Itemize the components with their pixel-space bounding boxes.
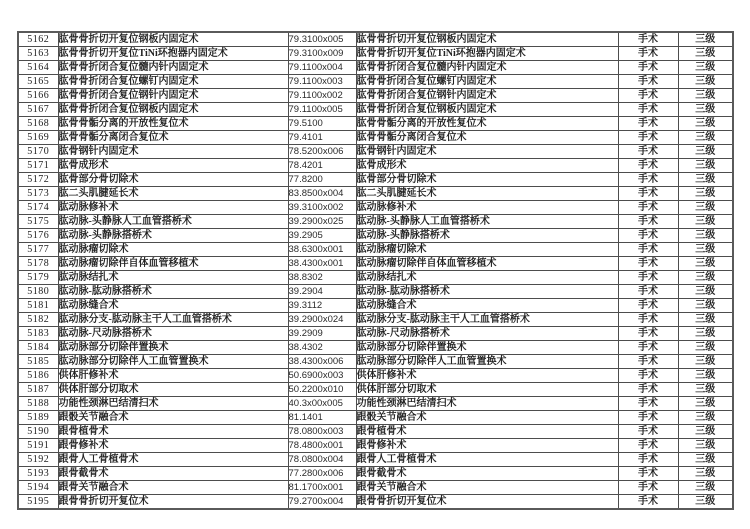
- cell-row-number: 5162: [18, 32, 58, 47]
- cell-grade: 三级: [678, 61, 733, 75]
- cell-row-number: 5192: [18, 453, 58, 467]
- cell-procedure-name: 肱骨钢针内固定术: [58, 145, 288, 159]
- cell-category: 手术: [618, 439, 678, 453]
- cell-procedure-name: 肱骨骨骺分离闭合复位术: [58, 131, 288, 145]
- table-body: [18, 32, 733, 509]
- table-row: [18, 131, 733, 145]
- cell-procedure-name: 跟骨截骨术: [58, 467, 288, 481]
- cell-grade: 三级: [678, 173, 733, 187]
- table-row: [18, 467, 733, 481]
- cell-procedure-name: 肱动脉-尺动脉搭桥术: [58, 327, 288, 341]
- cell-category: 手术: [618, 117, 678, 131]
- cell-procedure-name: 肱骨骨折切开复位钢板内固定术: [58, 32, 288, 47]
- cell-procedure-code: 38.8302: [288, 271, 356, 285]
- cell-procedure-name-repeat: 跟骨植骨术: [356, 425, 618, 439]
- cell-grade: 三级: [678, 383, 733, 397]
- cell-procedure-name: 跟骨关节融合术: [58, 481, 288, 495]
- cell-procedure-name-repeat: 功能性颈淋巴结清扫术: [356, 397, 618, 411]
- cell-grade: 三级: [678, 481, 733, 495]
- cell-row-number: 5184: [18, 341, 58, 355]
- cell-category: 手术: [618, 243, 678, 257]
- cell-grade: 三级: [678, 215, 733, 229]
- cell-grade: 三级: [678, 229, 733, 243]
- cell-category: 手术: [618, 453, 678, 467]
- table-row: [18, 201, 733, 215]
- cell-row-number: 5179: [18, 271, 58, 285]
- table-row: [18, 355, 733, 369]
- cell-row-number: 5170: [18, 145, 58, 159]
- cell-category: 手术: [618, 411, 678, 425]
- cell-procedure-code: 38.4300x006: [288, 355, 356, 369]
- cell-procedure-name-repeat: 肱动脉瘤切除术: [356, 243, 618, 257]
- cell-category: 手术: [618, 355, 678, 369]
- table-row: [18, 453, 733, 467]
- cell-grade: 三级: [678, 257, 733, 271]
- cell-procedure-code: 78.0800x004: [288, 453, 356, 467]
- cell-category: 手术: [618, 481, 678, 495]
- cell-procedure-name-repeat: 肱骨骨折闭合复位髓内针内固定术: [356, 61, 618, 75]
- cell-procedure-code: 78.4800x001: [288, 439, 356, 453]
- cell-row-number: 5171: [18, 159, 58, 173]
- cell-procedure-code: 79.1100x005: [288, 103, 356, 117]
- cell-procedure-name-repeat: 肱动脉-头静脉搭桥术: [356, 229, 618, 243]
- cell-procedure-code: 78.0800x003: [288, 425, 356, 439]
- table-row: [18, 313, 733, 327]
- cell-procedure-name: 肱骨骨折闭合复位髓内针内固定术: [58, 61, 288, 75]
- cell-grade: 三级: [678, 117, 733, 131]
- cell-procedure-name-repeat: 肱骨骨骺分离的开放性复位术: [356, 117, 618, 131]
- cell-procedure-name: 肱骨成形术: [58, 159, 288, 173]
- cell-procedure-code: 38.6300x001: [288, 243, 356, 257]
- cell-procedure-name-repeat: 肱骨部分骨切除术: [356, 173, 618, 187]
- cell-procedure-code: 83.8500x004: [288, 187, 356, 201]
- cell-procedure-name-repeat: 肱动脉分支-肱动脉主干人工血管搭桥术: [356, 313, 618, 327]
- cell-category: 手术: [618, 32, 678, 47]
- cell-procedure-name-repeat: 肱动脉缝合术: [356, 299, 618, 313]
- cell-row-number: 5163: [18, 47, 58, 61]
- cell-procedure-name-repeat: 肱动脉修补术: [356, 201, 618, 215]
- cell-procedure-code: 77.2800x006: [288, 467, 356, 481]
- cell-grade: 三级: [678, 327, 733, 341]
- cell-row-number: 5165: [18, 75, 58, 89]
- cell-row-number: 5175: [18, 215, 58, 229]
- cell-row-number: 5190: [18, 425, 58, 439]
- cell-procedure-code: 38.4300x001: [288, 257, 356, 271]
- cell-row-number: 5189: [18, 411, 58, 425]
- cell-procedure-code: 79.1100x004: [288, 61, 356, 75]
- cell-procedure-name: 肱动脉-肱动脉搭桥术: [58, 285, 288, 299]
- cell-procedure-name-repeat: 肱骨骨折闭合复位螺钉内固定术: [356, 75, 618, 89]
- cell-procedure-code: 79.1100x003: [288, 75, 356, 89]
- table-row: [18, 32, 733, 47]
- cell-procedure-name: 肱骨骨折闭合复位螺钉内固定术: [58, 75, 288, 89]
- cell-procedure-code: 77.8200: [288, 173, 356, 187]
- cell-procedure-name: 肱动脉部分切除伴人工血管置换术: [58, 355, 288, 369]
- cell-category: 手术: [618, 285, 678, 299]
- cell-row-number: 5183: [18, 327, 58, 341]
- cell-procedure-name-repeat: 肱动脉部分切除伴置换术: [356, 341, 618, 355]
- cell-procedure-code: 79.5100: [288, 117, 356, 131]
- cell-procedure-code: 79.4101: [288, 131, 356, 145]
- cell-category: 手术: [618, 467, 678, 481]
- cell-procedure-name-repeat: 肱骨骨折切开复位钢板内固定术: [356, 32, 618, 47]
- table-row: [18, 103, 733, 117]
- cell-procedure-name: 跟骨人工骨植骨术: [58, 453, 288, 467]
- table-row: [18, 327, 733, 341]
- cell-procedure-code: 39.3112: [288, 299, 356, 313]
- cell-procedure-name-repeat: 跟骨人工骨植骨术: [356, 453, 618, 467]
- cell-procedure-name-repeat: 肱骨骨折闭合复位钢针内固定术: [356, 89, 618, 103]
- cell-grade: 三级: [678, 145, 733, 159]
- cell-row-number: 5191: [18, 439, 58, 453]
- cell-procedure-name: 肱动脉-头静脉搭桥术: [58, 229, 288, 243]
- cell-row-number: 5180: [18, 285, 58, 299]
- cell-category: 手术: [618, 397, 678, 411]
- cell-procedure-name-repeat: 跟骨截骨术: [356, 467, 618, 481]
- table-row: [18, 439, 733, 453]
- table-row: [18, 117, 733, 131]
- cell-grade: 三级: [678, 89, 733, 103]
- cell-procedure-name-repeat: 肱动脉部分切除伴人工血管置换术: [356, 355, 618, 369]
- cell-procedure-name: 肱骨部分骨切除术: [58, 173, 288, 187]
- cell-category: 手术: [618, 89, 678, 103]
- table-row: [18, 369, 733, 383]
- cell-procedure-name-repeat: 跟骨骨折切开复位术: [356, 495, 618, 510]
- cell-procedure-code: 39.2904: [288, 285, 356, 299]
- cell-row-number: 5176: [18, 229, 58, 243]
- cell-row-number: 5169: [18, 131, 58, 145]
- cell-grade: 三级: [678, 103, 733, 117]
- cell-grade: 三级: [678, 201, 733, 215]
- cell-procedure-name-repeat: 跟骰关节融合术: [356, 411, 618, 425]
- cell-procedure-name: 跟骨骨折切开复位术: [58, 495, 288, 510]
- cell-procedure-name: 跟骨修补术: [58, 439, 288, 453]
- cell-category: 手术: [618, 383, 678, 397]
- cell-grade: 三级: [678, 285, 733, 299]
- cell-category: 手术: [618, 201, 678, 215]
- table-row: [18, 411, 733, 425]
- cell-category: 手术: [618, 47, 678, 61]
- cell-procedure-name: 肱骨骨折切开复位TiNi环抱器内固定术: [58, 47, 288, 61]
- cell-row-number: 5187: [18, 383, 58, 397]
- cell-grade: 三级: [678, 397, 733, 411]
- cell-procedure-code: 78.4201: [288, 159, 356, 173]
- table-row: [18, 75, 733, 89]
- table-row: [18, 145, 733, 159]
- cell-procedure-code: 50.2200x010: [288, 383, 356, 397]
- cell-grade: 三级: [678, 243, 733, 257]
- cell-procedure-name: 跟骰关节融合术: [58, 411, 288, 425]
- table-row: [18, 397, 733, 411]
- cell-procedure-name: 跟骨植骨术: [58, 425, 288, 439]
- table-row: [18, 173, 733, 187]
- table-row: [18, 285, 733, 299]
- cell-category: 手术: [618, 61, 678, 75]
- cell-procedure-name-repeat: 肱动脉-头静脉人工血管搭桥术: [356, 215, 618, 229]
- cell-procedure-name: 肱动脉瘤切除术: [58, 243, 288, 257]
- cell-procedure-code: 79.2700x004: [288, 495, 356, 510]
- cell-row-number: 5182: [18, 313, 58, 327]
- cell-grade: 三级: [678, 495, 733, 510]
- table-row: [18, 481, 733, 495]
- cell-row-number: 5164: [18, 61, 58, 75]
- cell-procedure-code: 40.3x00x005: [288, 397, 356, 411]
- cell-procedure-name: 供体肝部分切取术: [58, 383, 288, 397]
- table-row: [18, 425, 733, 439]
- table-row: [18, 215, 733, 229]
- table-row: [18, 299, 733, 313]
- table-row: [18, 341, 733, 355]
- cell-procedure-name-repeat: 肱骨骨骺分离闭合复位术: [356, 131, 618, 145]
- table-row: [18, 47, 733, 61]
- cell-procedure-code: 81.1700x001: [288, 481, 356, 495]
- cell-procedure-name: 肱骨骨折闭合复位钢板内固定术: [58, 103, 288, 117]
- cell-row-number: 5194: [18, 481, 58, 495]
- cell-procedure-name-repeat: 肱骨钢针内固定术: [356, 145, 618, 159]
- cell-row-number: 5193: [18, 467, 58, 481]
- cell-grade: 三级: [678, 467, 733, 481]
- cell-category: 手术: [618, 229, 678, 243]
- cell-category: 手术: [618, 145, 678, 159]
- cell-procedure-code: 50.6900x003: [288, 369, 356, 383]
- cell-procedure-name-repeat: 肱骨骨折切开复位TiNi环抱器内固定术: [356, 47, 618, 61]
- table-row: [18, 495, 733, 510]
- table-row: [18, 159, 733, 173]
- cell-category: 手术: [618, 215, 678, 229]
- cell-category: 手术: [618, 173, 678, 187]
- cell-procedure-name: 肱骨骨骺分离的开放性复位术: [58, 117, 288, 131]
- cell-grade: 三级: [678, 439, 733, 453]
- cell-procedure-name: 功能性颈淋巴结清扫术: [58, 397, 288, 411]
- cell-category: 手术: [618, 75, 678, 89]
- cell-category: 手术: [618, 299, 678, 313]
- cell-grade: 三级: [678, 75, 733, 89]
- cell-row-number: 5174: [18, 201, 58, 215]
- cell-grade: 三级: [678, 299, 733, 313]
- cell-row-number: 5178: [18, 257, 58, 271]
- cell-category: 手术: [618, 271, 678, 285]
- cell-procedure-name-repeat: 肱骨成形术: [356, 159, 618, 173]
- cell-procedure-code: 79.3100x009: [288, 47, 356, 61]
- cell-procedure-name: 肱骨骨折闭合复位钢针内固定术: [58, 89, 288, 103]
- cell-grade: 三级: [678, 341, 733, 355]
- cell-procedure-code: 39.3100x002: [288, 201, 356, 215]
- cell-procedure-name: 供体肝修补术: [58, 369, 288, 383]
- cell-grade: 三级: [678, 32, 733, 47]
- cell-category: 手术: [618, 341, 678, 355]
- cell-procedure-code: 39.2905: [288, 229, 356, 243]
- cell-procedure-name-repeat: 肱动脉瘤切除伴自体血管移植术: [356, 257, 618, 271]
- cell-procedure-name: 肱动脉-头静脉人工血管搭桥术: [58, 215, 288, 229]
- cell-procedure-name: 肱动脉修补术: [58, 201, 288, 215]
- cell-category: 手术: [618, 159, 678, 173]
- cell-procedure-name: 肱动脉缝合术: [58, 299, 288, 313]
- cell-row-number: 5166: [18, 89, 58, 103]
- table-row: [18, 243, 733, 257]
- cell-procedure-name-repeat: 供体肝部分切取术: [356, 383, 618, 397]
- cell-grade: 三级: [678, 131, 733, 145]
- cell-row-number: 5181: [18, 299, 58, 313]
- procedure-table: [17, 31, 734, 510]
- cell-procedure-name: 肱二头肌腱延长术: [58, 187, 288, 201]
- cell-grade: 三级: [678, 369, 733, 383]
- cell-category: 手术: [618, 187, 678, 201]
- cell-grade: 三级: [678, 159, 733, 173]
- cell-procedure-name: 肱动脉分支-肱动脉主干人工血管搭桥术: [58, 313, 288, 327]
- cell-row-number: 5186: [18, 369, 58, 383]
- table-row: [18, 257, 733, 271]
- cell-procedure-code: 79.1100x002: [288, 89, 356, 103]
- table-row: [18, 89, 733, 103]
- cell-procedure-code: 39.2900x025: [288, 215, 356, 229]
- cell-procedure-name-repeat: 肱动脉-肱动脉搭桥术: [356, 285, 618, 299]
- cell-procedure-code: 39.2900x024: [288, 313, 356, 327]
- cell-procedure-name: 肱动脉结扎术: [58, 271, 288, 285]
- cell-row-number: 5167: [18, 103, 58, 117]
- cell-grade: 三级: [678, 187, 733, 201]
- cell-procedure-code: 38.4302: [288, 341, 356, 355]
- cell-procedure-name-repeat: 肱二头肌腱延长术: [356, 187, 618, 201]
- cell-category: 手术: [618, 131, 678, 145]
- cell-procedure-code: 39.2909: [288, 327, 356, 341]
- cell-row-number: 5173: [18, 187, 58, 201]
- cell-procedure-code: 78.5200x006: [288, 145, 356, 159]
- cell-grade: 三级: [678, 313, 733, 327]
- cell-category: 手术: [618, 103, 678, 117]
- cell-procedure-name-repeat: 供体肝修补术: [356, 369, 618, 383]
- cell-row-number: 5195: [18, 495, 58, 510]
- cell-row-number: 5188: [18, 397, 58, 411]
- cell-procedure-name: 肱动脉部分切除伴置换术: [58, 341, 288, 355]
- cell-category: 手术: [618, 425, 678, 439]
- cell-grade: 三级: [678, 271, 733, 285]
- cell-grade: 三级: [678, 411, 733, 425]
- cell-procedure-name-repeat: 肱动脉-尺动脉搭桥术: [356, 327, 618, 341]
- cell-category: 手术: [618, 313, 678, 327]
- cell-procedure-code: 81.1401: [288, 411, 356, 425]
- cell-category: 手术: [618, 495, 678, 510]
- table-row: [18, 383, 733, 397]
- cell-category: 手术: [618, 369, 678, 383]
- cell-grade: 三级: [678, 47, 733, 61]
- table-row: [18, 187, 733, 201]
- table-row: [18, 271, 733, 285]
- cell-grade: 三级: [678, 453, 733, 467]
- cell-procedure-name-repeat: 肱骨骨折闭合复位钢板内固定术: [356, 103, 618, 117]
- cell-category: 手术: [618, 257, 678, 271]
- cell-procedure-name-repeat: 跟骨关节融合术: [356, 481, 618, 495]
- cell-row-number: 5172: [18, 173, 58, 187]
- cell-row-number: 5177: [18, 243, 58, 257]
- cell-procedure-name-repeat: 肱动脉结扎术: [356, 271, 618, 285]
- cell-procedure-name-repeat: 跟骨修补术: [356, 439, 618, 453]
- cell-grade: 三级: [678, 425, 733, 439]
- table-row: [18, 61, 733, 75]
- cell-category: 手术: [618, 327, 678, 341]
- cell-procedure-name: 肱动脉瘤切除伴自体血管移植术: [58, 257, 288, 271]
- cell-procedure-code: 79.3100x005: [288, 32, 356, 47]
- cell-row-number: 5168: [18, 117, 58, 131]
- cell-row-number: 5185: [18, 355, 58, 369]
- cell-grade: 三级: [678, 355, 733, 369]
- table-row: [18, 229, 733, 243]
